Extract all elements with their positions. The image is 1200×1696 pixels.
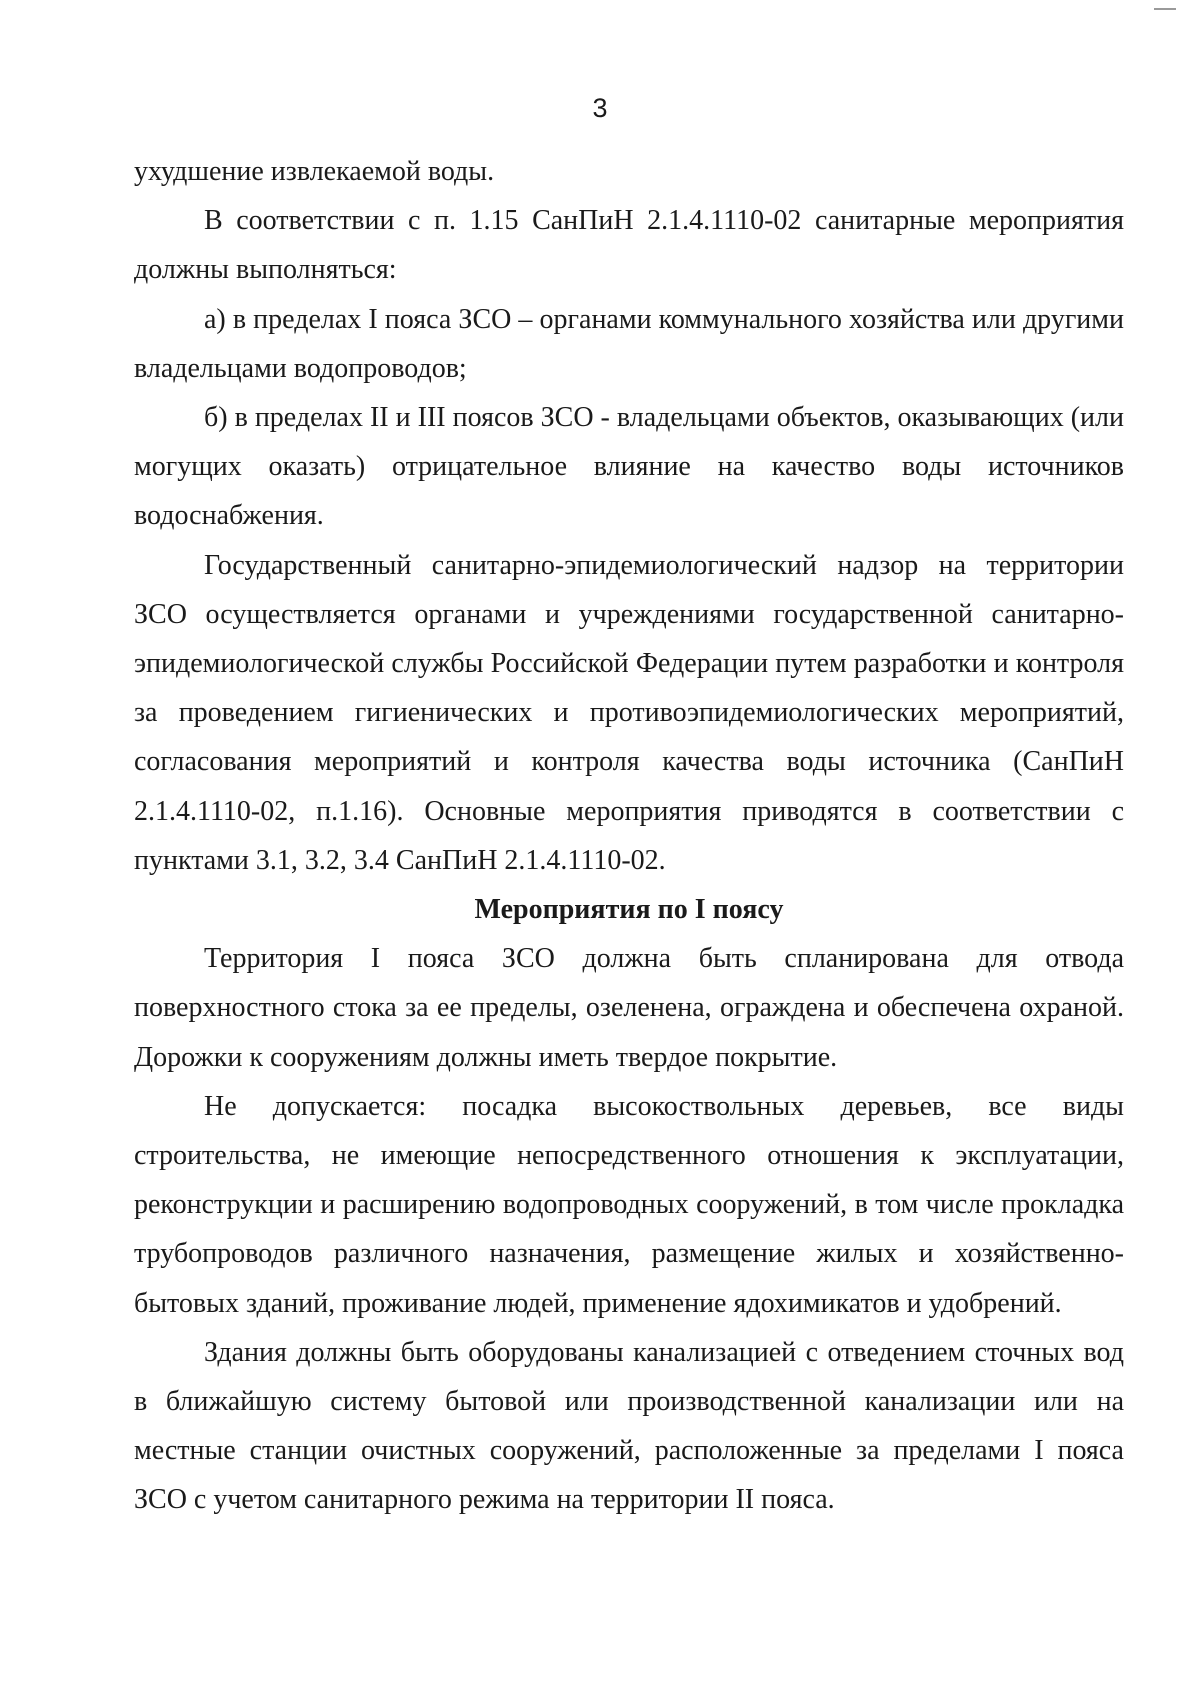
paragraph-territory: Территория I пояса ЗСО должна быть спланирована для отвода поверхностного стока за ее пределы, озеленена, ограждена и обеспечена охраной. Дорожки к сооружениям должны иметь твердое покрытие. [134,943,1124,1073]
paragraph-item-a: а) в пределах I пояса ЗСО – органами коммунального хозяйства или другими владельцами водопроводов; [134,303,1124,384]
paragraph-sanpin-1-15: В соответствии с п. 1.15 СанПиН 2.1.4.1110-02 санитарные мероприятия должны выполняться: [134,205,1124,286]
scan-corner-mark [1154,8,1176,10]
page-number: 3 [592,93,608,123]
section-heading: Мероприятия по I поясу [474,894,784,926]
paragraph-prohibited: Не допускается: посадка высокоствольных деревьев, все виды строительства, не имеющие непосредственного отношения к эксплуатации, реконструкции и расширению водопроводных сооружений, в том числе прокладка трубопроводов различного назначения, размещение жилых и хозяйственно-бытовых зданий, проживание людей, применение ядохимикатов и удобрений. [134,1090,1124,1319]
paragraph-buildings-sewerage: Здания должны быть оборудованы канализацией с отведением сточных вод в ближайшую систему бытовой или производственной канализации или на местные станции очистных сооружений, расположенные за пределами I пояса ЗСО с учетом санитарного режима на территории II пояса. [134,1336,1124,1516]
paragraph-state-supervision: Государственный санитарно-эпидемиологический надзор на территории ЗСО осуществляется органами и учреждениями государственной санитарно-эпидемиологической службы Российской Федерации путем разработки и контроля за проведением гигиенических и противоэпидемиологических мероприятий, согласования мероприятий и контроля качества воды источника (СанПиН 2.1.4.1110-02, п.1.16). Основные мероприятия приводятся в соответствии с пунктами 3.1, 3.2, 3.4 СанПиН 2.1.4.1110-02. [134,549,1124,876]
paragraph-item-b: б) в пределах II и III поясов ЗСО - владельцами объектов, оказывающих (или могущих оказать) отрицательное влияние на качество воды источников водоснабжения. [134,402,1124,532]
document-body [134,147,1124,1525]
paragraph-continuation: ухудшение извлекаемой воды. [134,156,495,187]
